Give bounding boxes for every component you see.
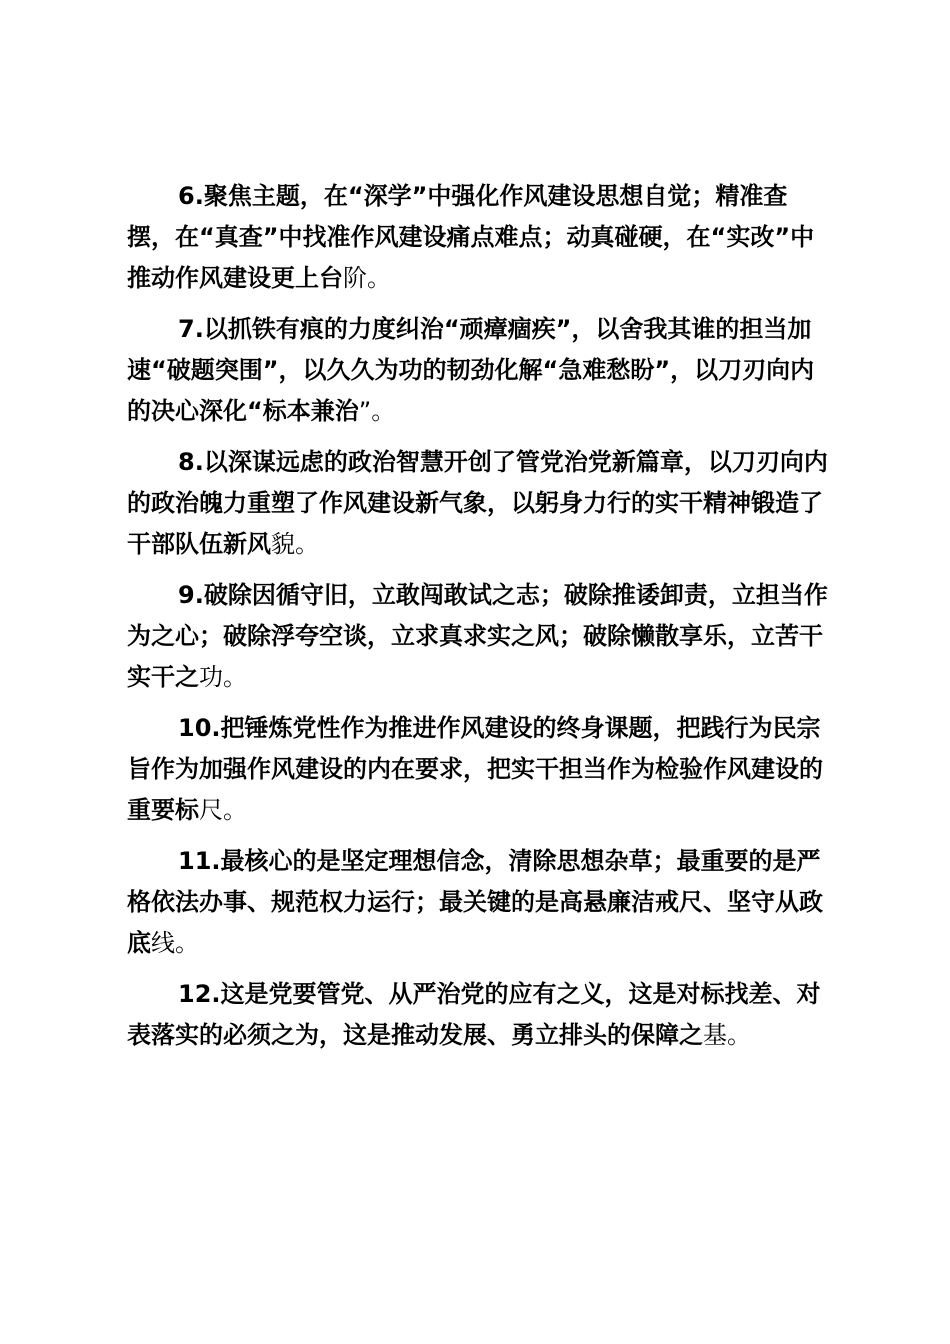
paragraph-10-text: 10.把锤炼党性作为推进作风建设的终身课题，把践行为民宗旨作为加强作风建设的内在要求，把实干担当作为检验作风建设的重要标 xyxy=(127,714,823,824)
paragraph-9 xyxy=(127,575,833,698)
paragraph-6-tail: 阶。 xyxy=(343,264,391,292)
paragraph-9-tail: 功。 xyxy=(199,663,247,691)
paragraph-6-text: 6.聚焦主题，在“深学”中强化作风建设思想自觉；精准查摆，在“真查”中找准作风建设痛点难点；动真碰硬，在“实改”中推动作风建设更上台 xyxy=(127,182,815,292)
paragraph-7-tail: ”。 xyxy=(358,397,396,425)
paragraph-10-tail: 尺。 xyxy=(199,796,247,824)
paragraph-9-text: 9.破除因循守旧，立敢闯敢试之志；破除推诿卸责，立担当作为之心；破除浮夸空谈，立求真求实之风；破除懒散享乐，立苦干实干之 xyxy=(127,581,828,691)
paragraph-11-tail: 线。 xyxy=(151,929,199,957)
paragraph-11 xyxy=(127,841,833,964)
paragraph-12 xyxy=(127,974,833,1056)
paragraph-8-text: 8.以深谋远虑的政治智慧开创了管党治党新篇章，以刀刃向内的政治魄力重塑了作风建设新气象，以躬身力行的实干精神锻造了干部队伍新风 xyxy=(127,448,828,558)
paragraph-12-tail: 基。 xyxy=(703,1021,751,1049)
paragraph-7-text: 7.以抓铁有痕的力度纠治“顽瘴痼疾”，以舍我其谁的担当加速“破题突围”，以久久为功的韧劲化解“急难愁盼”，以刀刃向内的决心深化“标本兼治 xyxy=(127,315,815,425)
paragraph-6 xyxy=(127,176,833,299)
paragraph-10 xyxy=(127,708,833,831)
paragraph-12-text: 12.这是党要管党、从严治党的应有之义，这是对标找差、对表落实的必须之为，这是推动发展、勇立排头的保障之 xyxy=(127,980,821,1049)
paragraph-11-text: 11.最核心的是坚定理想信念，清除思想杂草；最重要的是严格依法办事、规范权力运行；最关键的是高悬廉洁戒尺、坚守从政底 xyxy=(127,847,823,957)
paragraph-7 xyxy=(127,309,833,432)
paragraph-8-tail: 貌。 xyxy=(271,530,319,558)
paragraph-8 xyxy=(127,442,833,565)
